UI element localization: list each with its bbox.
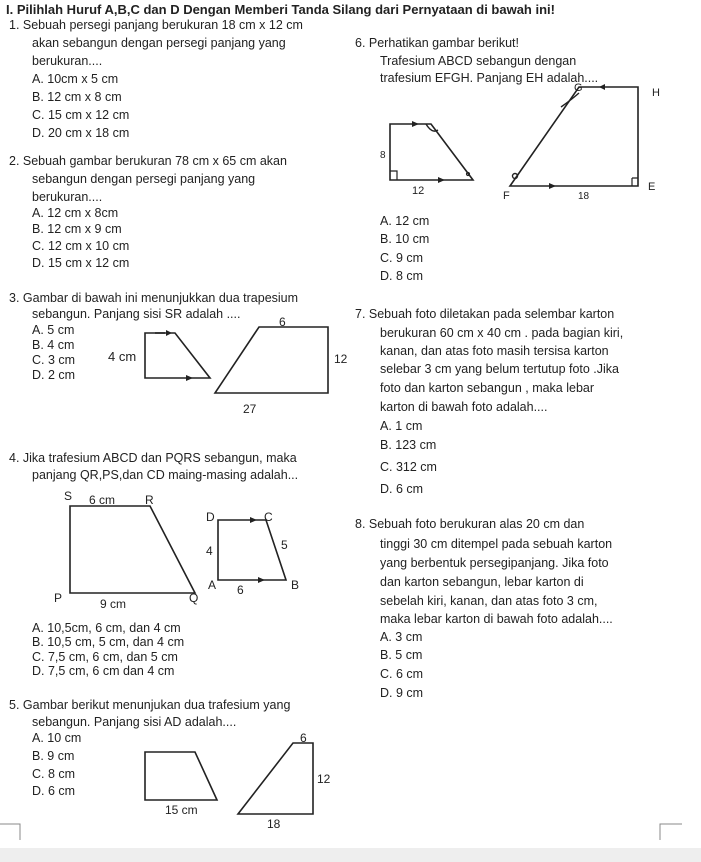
q1-line-3: berukuran....: [32, 54, 103, 68]
q8-option-a[interactable]: A. 3 cm: [380, 630, 423, 644]
q7-line-3: kanan, dan atas foto masih tersisa karton: [380, 344, 609, 358]
q8-line-3: yang berbentuk persegipanjang. Jika foto: [380, 556, 609, 570]
q7-line-1: 7. Sebuah foto diletakan pada selembar karton: [355, 307, 615, 321]
q4-label-r: R: [145, 493, 154, 507]
q4-label-s: S: [64, 489, 73, 503]
q7-option-a[interactable]: A. 1 cm: [380, 419, 423, 433]
q6-small-trapezoid-figure: [378, 110, 478, 195]
q4-label-dc-side: 4: [206, 544, 213, 558]
q4-line-2: panjang QR,PS,dan CD maing-masing adalah...: [32, 468, 299, 482]
q6-option-b[interactable]: B. 10 cm: [380, 232, 430, 246]
q1-option-a[interactable]: A. 10cm x 5 cm: [32, 72, 119, 86]
q8-option-b[interactable]: B. 5 cm: [380, 648, 423, 662]
q4-label-pq: 9 cm: [100, 597, 127, 611]
q7-line-4: selebar 3 cm yang belum tertutup foto .Jika: [380, 362, 620, 376]
page-bottom-strip: [0, 848, 701, 862]
q3-option-b[interactable]: B. 4 cm: [32, 338, 75, 352]
q3-line-2: sebangun. Panjang sisi SR adalah ....: [32, 307, 241, 321]
q4-abcd-trapezoid-figure: [198, 505, 318, 600]
q3-small-trapezoid-figure: [100, 325, 220, 385]
q4-label-cb-side: 5: [281, 538, 288, 552]
q5-option-b[interactable]: B. 9 cm: [32, 749, 75, 763]
q5-large-trapezoid-figure: [220, 730, 340, 830]
q6-small-bottom-label: 12: [412, 185, 425, 197]
q4-label-ab: 6: [237, 583, 244, 597]
q8-option-d[interactable]: D. 9 cm: [380, 686, 424, 700]
q4-option-d[interactable]: D. 7,5 cm, 6 cm dan 4 cm: [32, 664, 175, 678]
q4-label-b: B: [291, 578, 300, 592]
q4-label-p: P: [54, 591, 63, 605]
q3-option-c[interactable]: C. 3 cm: [32, 353, 76, 367]
q6-line-1: 6. Perhatikan gambar berikut!: [355, 36, 519, 50]
q2-line-2: sebangun dengan persegi panjang yang: [32, 172, 256, 186]
q4-label-d: D: [206, 510, 215, 524]
q8-line-2: tinggi 30 cm ditempel pada sebuah karton: [380, 537, 613, 551]
q1-option-c[interactable]: C. 15 cm x 12 cm: [32, 108, 130, 122]
q3-large-bottom-label: 27: [243, 402, 257, 416]
q7-option-b[interactable]: B. 123 cm: [380, 438, 437, 452]
q5-line-1: 5. Gambar berikut menunjukan dua trafesium yang: [9, 698, 291, 712]
q6-option-d[interactable]: D. 8 cm: [380, 269, 424, 283]
q7-line-2: berukuran 60 cm x 40 cm . pada bagian kiri,: [380, 326, 624, 340]
q6-line-3: trafesium EFGH. Panjang EH adalah....: [380, 71, 599, 85]
q6-option-c[interactable]: C. 9 cm: [380, 251, 424, 265]
q5-line-2: sebangun. Panjang sisi AD adalah....: [32, 715, 237, 729]
q2-line-1: 2. Sebuah gambar berukuran 78 cm x 65 cm akan: [9, 154, 287, 168]
q6-label-h: H: [652, 87, 660, 99]
q3-line-1: 3. Gambar di bawah ini menunjukkan dua trapesium: [9, 291, 299, 305]
q1-line-2: akan sebangun dengan persegi panjang yang: [32, 36, 286, 50]
q3-large-top-label: 6: [279, 315, 286, 329]
q5-option-a[interactable]: A. 10 cm: [32, 731, 82, 745]
q6-label-e: E: [648, 181, 656, 193]
q1-line-1: 1. Sebuah persegi panjang berukuran 18 cm x 12 cm: [9, 18, 303, 32]
q6-line-2: Trafesium ABCD sebangun dengan: [380, 54, 577, 68]
q5-small-bottom-label: 15 cm: [165, 803, 198, 817]
q2-option-b[interactable]: B. 12 cm x 9 cm: [32, 222, 122, 236]
q5-small-trapezoid-figure: [135, 738, 230, 818]
q2-option-c[interactable]: C. 12 cm x 10 cm: [32, 239, 130, 253]
q4-label-a: A: [208, 578, 217, 592]
corner-mark-right: [650, 810, 690, 840]
q8-line-4: dan karton sebangun, lebar karton di: [380, 575, 584, 589]
q7-line-5: foto dan karton sebangun , maka lebar: [380, 381, 595, 395]
q8-line-5: sebelah kiri, kanan, dan atas foto 3 cm,: [380, 594, 598, 608]
page-heading: I. Pilihlah Huruf A,B,C dan D Dengan Memberi Tanda Silang dari Pernyataan di bawah ini!: [6, 2, 555, 17]
q4-option-b[interactable]: B. 10,5 cm, 5 cm, dan 4 cm: [32, 635, 185, 649]
q3-large-trapezoid-figure: [205, 315, 355, 420]
q2-option-d[interactable]: D. 15 cm x 12 cm: [32, 256, 130, 270]
q4-option-c[interactable]: C. 7,5 cm, 6 cm, dan 5 cm: [32, 650, 178, 664]
q1-option-d[interactable]: D. 20 cm x 18 cm: [32, 126, 130, 140]
q3-small-left-label: 4 cm: [108, 349, 137, 364]
corner-mark-left: [0, 810, 30, 840]
q5-option-d[interactable]: D. 6 cm: [32, 784, 76, 798]
q4-pqrs-trapezoid-figure: [50, 488, 220, 613]
q1-option-b[interactable]: B. 12 cm x 8 cm: [32, 90, 122, 104]
q6-small-left-label: 8: [380, 150, 386, 161]
q3-option-a[interactable]: A. 5 cm: [32, 323, 75, 337]
q8-line-6: maka lebar karton di bawah foto adalah....: [380, 612, 613, 626]
q6-option-a[interactable]: A. 12 cm: [380, 214, 430, 228]
q3-large-right-label: 12: [334, 352, 348, 366]
q5-option-c[interactable]: C. 8 cm: [32, 767, 76, 781]
q6-label-f: F: [503, 190, 510, 202]
q6-label-g: G: [574, 82, 583, 94]
q4-line-1: 4. Jika trafesium ABCD dan PQRS sebangun, maka: [9, 451, 297, 465]
q5-large-right-label: 12: [317, 772, 331, 786]
q4-label-c: C: [264, 510, 273, 524]
q7-option-c[interactable]: C. 312 cm: [380, 460, 437, 474]
q6-large-trapezoid-figure: [495, 82, 670, 204]
q7-option-d[interactable]: D. 6 cm: [380, 482, 424, 496]
q2-line-3: berukuran....: [32, 190, 103, 204]
q2-option-a[interactable]: A. 12 cm x 8cm: [32, 206, 119, 220]
q5-large-top-label: 6: [300, 731, 307, 745]
q5-large-bottom-label: 18: [267, 817, 281, 831]
q4-option-a[interactable]: A. 10,5cm, 6 cm, dan 4 cm: [32, 621, 181, 635]
q6-label-big-bottom: 18: [578, 191, 590, 202]
q8-line-1: 8. Sebuah foto berukuran alas 20 cm dan: [355, 517, 585, 531]
q7-line-6: karton di bawah foto adalah....: [380, 400, 548, 414]
q8-option-c[interactable]: C. 6 cm: [380, 667, 424, 681]
q4-label-q: Q: [189, 591, 199, 605]
q4-label-sr: 6 cm: [89, 493, 116, 507]
q3-option-d[interactable]: D. 2 cm: [32, 368, 76, 382]
